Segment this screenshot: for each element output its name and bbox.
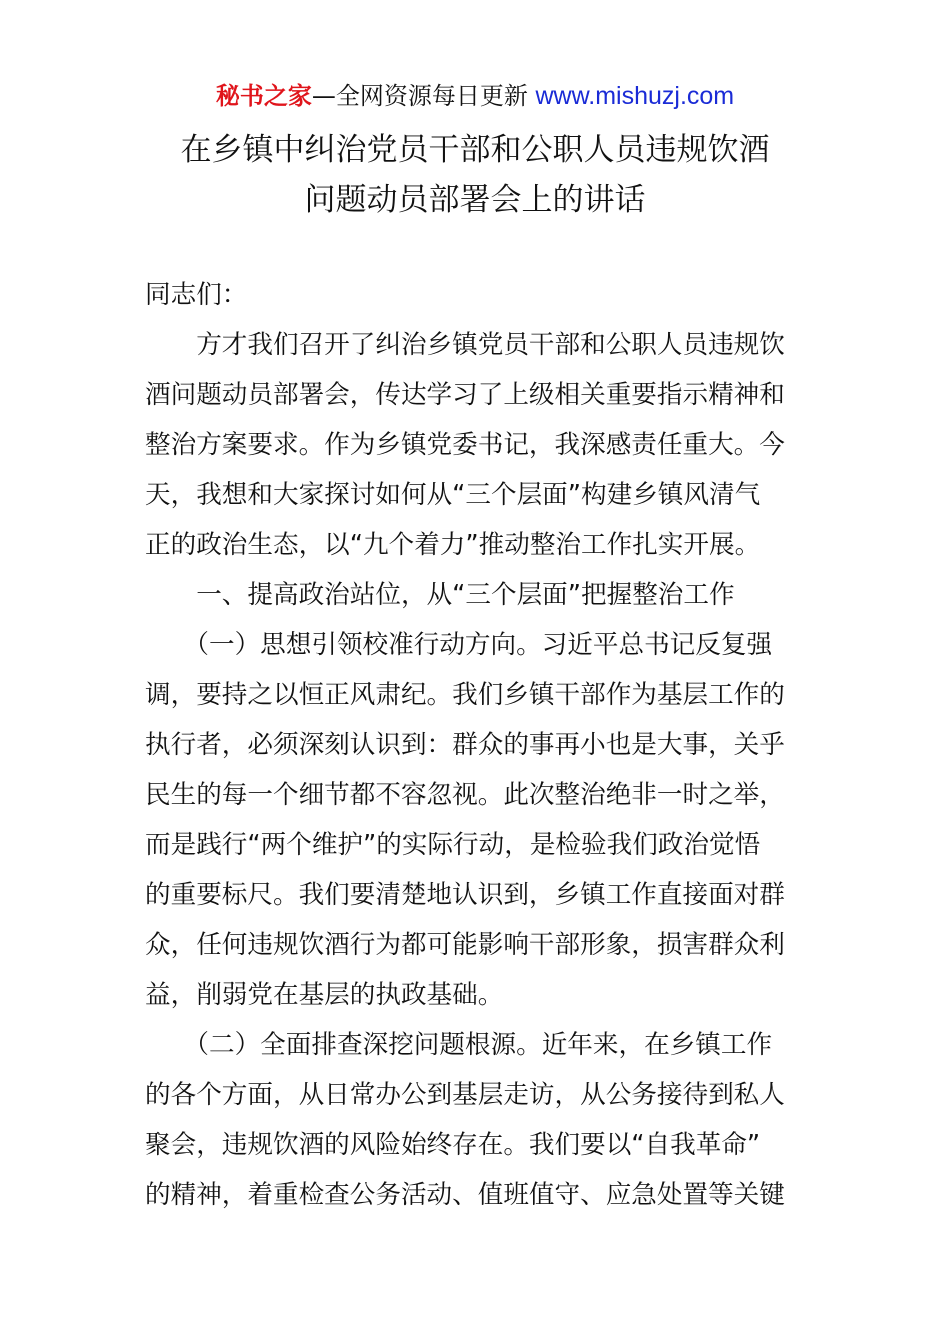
body-line: 天，我想和大家探讨如何从“三个层面”构建乡镇风清气 (145, 480, 761, 510)
body-line: 整治方案要求。作为乡镇党委书记，我深感责任重大。今 (145, 430, 785, 460)
document-title-line-1: 在乡镇中纠治党员干部和公职人员违规饮酒 (180, 132, 770, 168)
document-title-line-2: 问题动员部署会上的讲话 (304, 182, 646, 218)
body-line: 正的政治生态，以“九个着力”推动整治工作扎实开展。 (145, 530, 761, 560)
body-line: 调，要持之以恒正风肃纪。我们乡镇干部作为基层工作的 (145, 680, 785, 710)
body-line: 同志们： (145, 280, 248, 310)
body-line: 的重要标尺。我们要清楚地认识到，乡镇工作直接面对群 (145, 880, 785, 910)
body-line: 的精神，着重检查公务活动、值班值守、应急处置等关键 (145, 1180, 785, 1210)
header-tagline: —全网资源每日更新 (311, 82, 536, 110)
brand-name: 秘书之家 (215, 82, 312, 110)
body-line: 众，任何违规饮酒行为都可能影响干部形象，损害群众利 (145, 930, 785, 960)
body-line: 方才我们召开了纠治乡镇党员干部和公职人员违规饮 (145, 330, 785, 360)
body-line: 民生的每一个细节都不容忽视。此次整治绝非一时之举， (145, 780, 785, 810)
section-heading: 一、提高政治站位，从“三个层面”把握整治工作 (145, 580, 735, 610)
site-header (0, 80, 950, 112)
body-line: 酒问题动员部署会，传达学习了上级相关重要指示精神和 (145, 380, 785, 410)
body-line: 执行者，必须深刻认识到：群众的事再小也是大事，关乎 (145, 730, 785, 760)
site-url-link[interactable]: www.mishuzj.com (535, 82, 735, 110)
body-line: （二）全面排查深挖问题根源。近年来，在乡镇工作 (145, 1030, 773, 1060)
body-line: （一）思想引领校准行动方向。习近平总书记反复强 (145, 630, 773, 660)
body-line: 聚会，违规饮酒的风险始终存在。我们要以“自我革命” (145, 1130, 761, 1160)
body-line: 而是践行“两个维护”的实际行动，是检验我们政治觉悟 (145, 830, 761, 860)
body-line: 的各个方面，从日常办公到基层走访，从公务接待到私人 (145, 1080, 785, 1110)
body-line: 益，削弱党在基层的执政基础。 (145, 980, 504, 1010)
